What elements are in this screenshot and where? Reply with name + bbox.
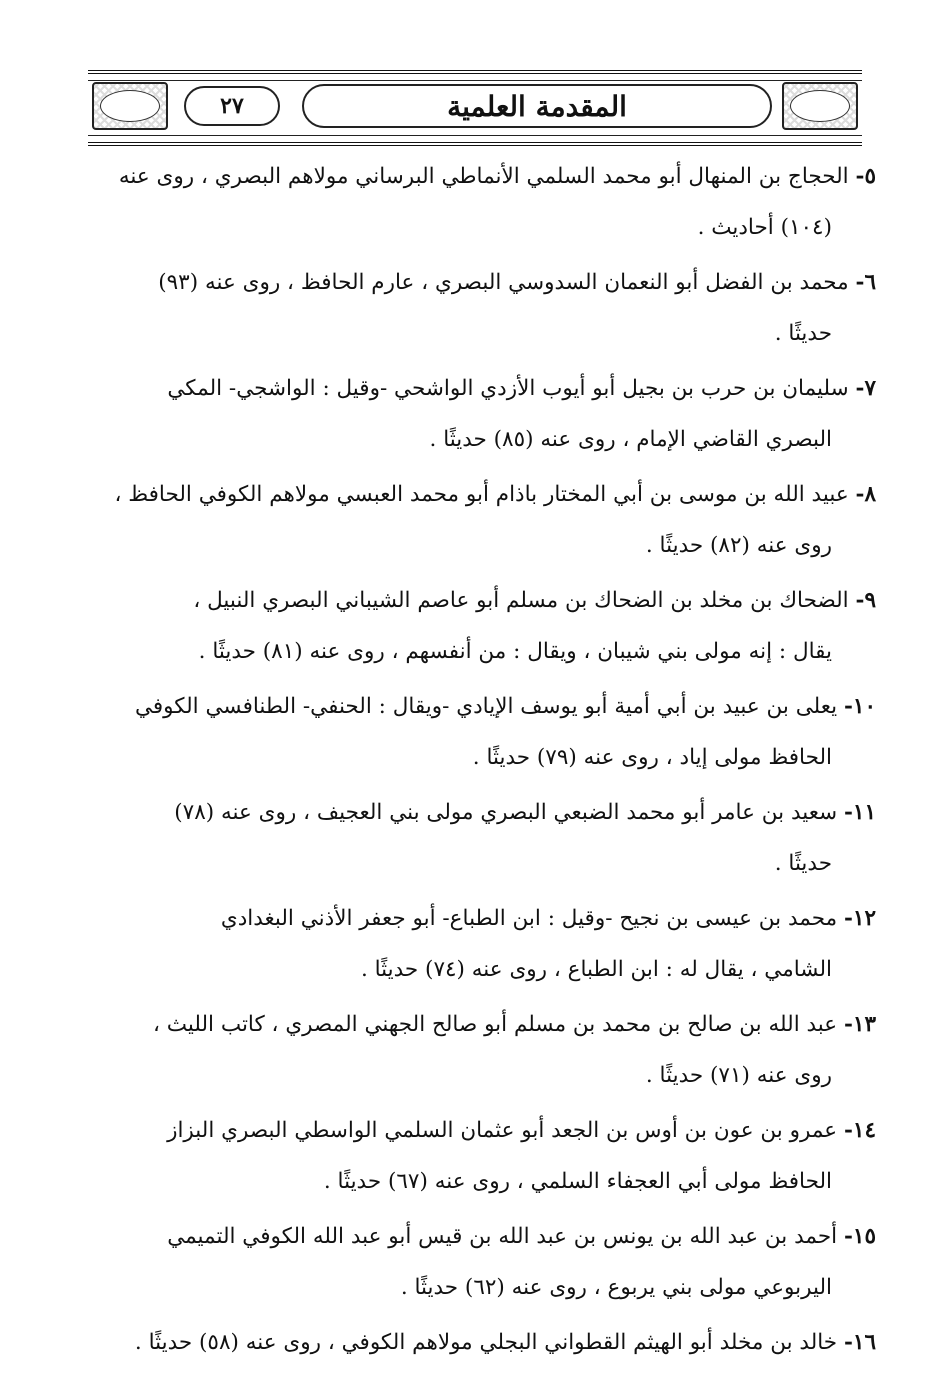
entry-continuation: اليربوعي مولى بني يربوع ، روى عنه (٦٢) حديثًا . (400, 1274, 832, 1300)
entry-number: ١٢- (843, 906, 876, 931)
entry-text: سعيد بن عامر أبو محمد الضبعي البصري مولى بني العجيف ، روى عنه (٧٨) (174, 800, 838, 825)
entry-text: الحجاج بن المنهال أبو محمد السلمي الأنماطي البرساني مولاهم البصري ، روى عنه (118, 164, 849, 189)
list-item (96, 1000, 876, 1101)
entry-continuation: البصري القاضي الإمام ، روى عنه (٨٥) حديثًا . (429, 426, 832, 452)
list-item (96, 682, 876, 783)
entry-text: محمد بن عيسى بن نجيح -وقيل : ابن الطباع- أبو جعفر الأذني البغدادي (220, 906, 838, 931)
entry-continuation: الحافظ مولى أبي العجفاء السلمي ، روى عنه (٦٧) حديثًا . (323, 1168, 832, 1194)
entry-continuation: روى عنه (٧١) حديثًا . (645, 1062, 832, 1088)
entry-list (96, 152, 876, 1374)
entry-number: ١٦- (843, 1330, 876, 1355)
list-item (96, 1212, 876, 1313)
entry-text: محمد بن الفضل أبو النعمان السدوسي البصري ، عارم الحافظ ، روى عنه (٩٣) (158, 270, 849, 295)
entry-continuation: الشامي ، يقال له : ابن الطباع ، روى عنه (٧٤) حديثًا . (360, 956, 832, 982)
entry-continuation: (١٠٤) أحاديث . (697, 214, 832, 240)
entry-text: عمرو بن عون بن أوس بن الجعد أبو عثمان السلمي الواسطي البصري البزاز (167, 1118, 838, 1143)
entry-text: يعلى بن عبيد بن أبي أمية أبو يوسف الإيادي -ويقال : الحنفي- الطنافسي الكوفي (134, 694, 838, 719)
entry-text: أحمد بن عبد الله بن يونس بن عبد الله بن قيس أبو عبد الله الكوفي التميمي (167, 1224, 838, 1249)
entry-number: ١٥- (843, 1224, 876, 1249)
entry-number: ١٤- (843, 1118, 876, 1143)
entry-number: ٦- (855, 270, 876, 295)
list-item (96, 470, 876, 571)
page-title: المقدمة العلمية (302, 84, 772, 128)
entry-text: عبيد الله بن موسى بن أبي المختار باذام أبو محمد العبسي مولاهم الكوفي الحافظ ، (114, 482, 849, 507)
entry-continuation: الحافظ مولى إياد ، روى عنه (٧٩) حديثًا . (472, 744, 832, 770)
list-item (96, 152, 876, 253)
list-item (96, 364, 876, 465)
list-item (96, 576, 876, 677)
entry-text: الضحاك بن مخلد بن الضحاك بن مسلم أبو عاصم الشيباني البصري النبيل ، (193, 588, 849, 613)
list-item (96, 1318, 876, 1369)
page-number: ٢٧ (184, 86, 280, 126)
entry-number: ١١- (843, 800, 876, 825)
entry-text: سليمان بن حرب بن بجيل أبو أيوب الأزدي الواشحي -وقيل : الواشجي- المكي (167, 376, 849, 401)
list-item (96, 1106, 876, 1207)
page-header (88, 70, 862, 146)
entry-continuation: حديثًا . (774, 320, 832, 346)
entry-text: عبد الله بن صالح بن محمد بن مسلم أبو صالح الجهني المصري ، كاتب الليث ، (152, 1012, 838, 1037)
entry-text: خالد بن مخلد أبو الهيثم القطواني البجلي مولاهم الكوفي ، روى عنه (٥٨) حديثًا . (134, 1330, 838, 1355)
list-item (96, 894, 876, 995)
list-item (96, 258, 876, 359)
right-ornament-icon (782, 82, 858, 130)
entry-number: ٧- (855, 376, 876, 401)
entry-number: ٨- (855, 482, 876, 507)
entry-number: ١٠- (843, 694, 876, 719)
entry-continuation: يقال : إنه مولى بني شيبان ، ويقال : من أنفسهم ، روى عنه (٨١) حديثًا . (198, 638, 832, 664)
left-ornament-icon (92, 82, 168, 130)
entry-continuation: حديثًا . (774, 850, 832, 876)
entry-number: ٩- (855, 588, 876, 613)
entry-continuation: روى عنه (٨٢) حديثًا . (645, 532, 832, 558)
entry-number: ٥- (855, 164, 876, 189)
list-item (96, 788, 876, 889)
entry-number: ١٣- (843, 1012, 876, 1037)
